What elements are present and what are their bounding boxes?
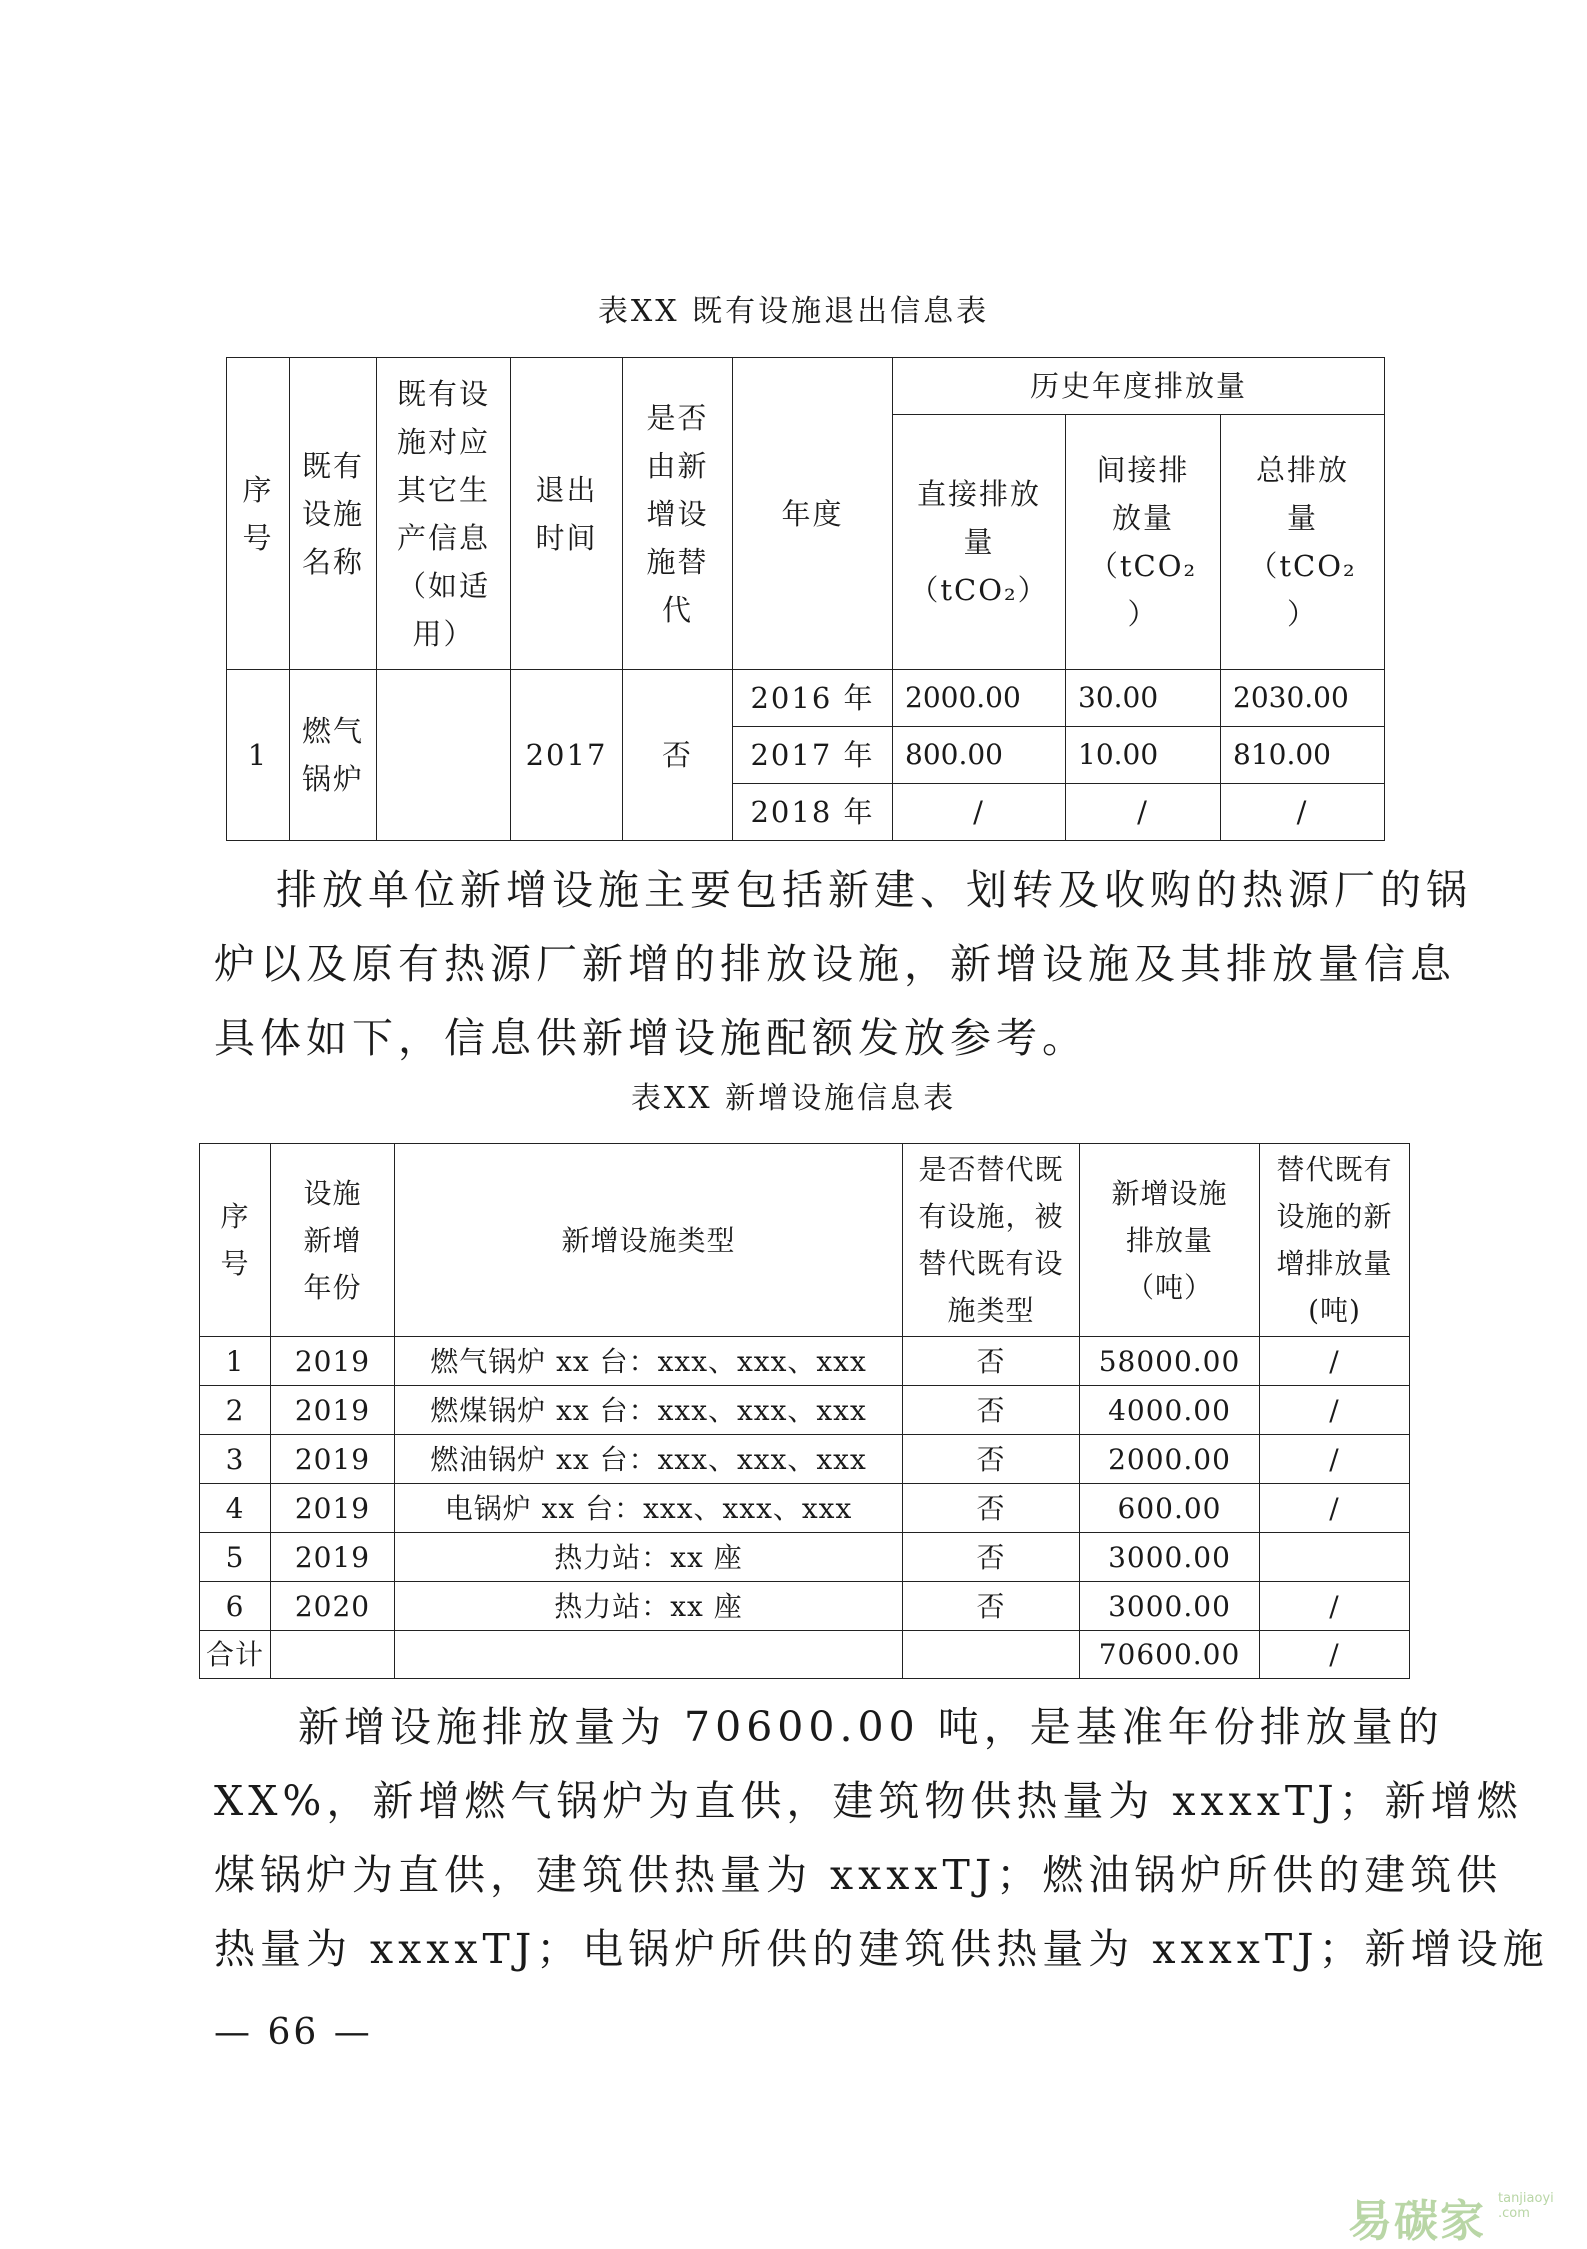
cell-emission: 3000.00: [1080, 1582, 1260, 1631]
cell-year: 2017 年: [733, 727, 893, 784]
cell-seq: 3: [200, 1435, 271, 1484]
cell-seq: 4: [200, 1484, 271, 1533]
cell-empty: [271, 1631, 395, 1679]
cell-direct: 2000.00: [893, 670, 1066, 727]
cell-type: 燃油锅炉 xx 台：xxx、xxx、xxx: [395, 1435, 903, 1484]
cell-direct: /: [893, 784, 1066, 841]
cell-type: 热力站：xx 座: [395, 1533, 903, 1582]
cell-seq: 1: [227, 670, 290, 841]
header-year: 年度: [733, 358, 893, 670]
existing-facility-exit-table: [226, 357, 1385, 841]
cell-replace: 否: [903, 1337, 1080, 1386]
cell-empty: [903, 1631, 1080, 1679]
body-paragraph-2: [214, 1690, 1549, 1986]
header-new-emission: 新增设施 排放量 （吨）: [1080, 1144, 1260, 1337]
cell-emission: 3000.00: [1080, 1533, 1260, 1582]
header-seq: 序 号: [227, 358, 290, 670]
cell-exit-time: 2017: [511, 670, 623, 841]
table-row: [200, 1435, 1410, 1484]
cell-total: 2030.00: [1221, 670, 1385, 727]
table-row: [200, 1582, 1410, 1631]
cell-replace-emission: /: [1260, 1386, 1410, 1435]
cell-year: 2020: [271, 1582, 395, 1631]
cell-replace-emission: /: [1260, 1484, 1410, 1533]
cell-replace: 否: [903, 1484, 1080, 1533]
header-exit-time: 退出 时间: [511, 358, 623, 670]
cell-replace-emission: /: [1260, 1435, 1410, 1484]
paragraph-line: 煤锅炉为直供，建筑供热量为 xxxxTJ；燃油锅炉所供的建筑供: [214, 1851, 1503, 1899]
cell-year: 2019: [271, 1484, 395, 1533]
watermark-logo: [1348, 2185, 1554, 2249]
watermark-text: 易碳家: [1348, 2196, 1486, 2247]
cell-replaced: 否: [623, 670, 733, 841]
table1-caption: 表XX 既有设施退出信息表: [597, 294, 990, 329]
cell-emission: 600.00: [1080, 1484, 1260, 1533]
header-other-info: 既有设 施对应 其它生 产信息 （如适 用）: [377, 358, 511, 670]
cell-other-info: [377, 670, 511, 841]
total-row: [200, 1631, 1410, 1679]
cell-direct: 800.00: [893, 727, 1066, 784]
header-replace-existing: 是否替代既 有设施，被 替代既有设 施类型: [903, 1144, 1080, 1337]
header-direct-emission: 直接排放 量 （tCO₂）: [893, 415, 1066, 670]
header-total-emission: 总排放 量 （tCO₂ ）: [1221, 415, 1385, 670]
table-row: [200, 1337, 1410, 1386]
paragraph-line: 新增设施排放量为 70600.00 吨，是基准年份排放量的: [298, 1703, 1444, 1751]
cell-year: 2018 年: [733, 784, 893, 841]
cell-type: 燃气锅炉 xx 台：xxx、xxx、xxx: [395, 1337, 903, 1386]
cell-seq: 2: [200, 1386, 271, 1435]
cell-replace: 否: [903, 1435, 1080, 1484]
page-number: — 66 —: [214, 2012, 373, 2053]
cell-total-label: 合计: [200, 1631, 271, 1679]
cell-empty: [395, 1631, 903, 1679]
cell-seq: 6: [200, 1582, 271, 1631]
table-row: [200, 1386, 1410, 1435]
table-row: [227, 670, 1385, 727]
paragraph-line: 热量为 xxxxTJ；电锅炉所供的建筑供热量为 xxxxTJ；新增设施: [214, 1925, 1549, 1973]
table2-caption: 表XX 新增设施信息表: [630, 1081, 957, 1116]
header-new-year: 设施 新增 年份: [271, 1144, 395, 1337]
paragraph-line: XX%，新增燃气锅炉为直供，建筑物供热量为 xxxxTJ；新增燃: [214, 1777, 1523, 1825]
paragraph-line: 排放单位新增设施主要包括新建、划转及收购的热源厂的锅: [276, 866, 1472, 914]
cell-emission: 2000.00: [1080, 1435, 1260, 1484]
table-row: [200, 1484, 1410, 1533]
cell-total-replace-emission: /: [1260, 1631, 1410, 1679]
cell-emission: 58000.00: [1080, 1337, 1260, 1386]
cell-indirect: 30.00: [1066, 670, 1221, 727]
paragraph-line: 炉以及原有热源厂新增的排放设施，新增设施及其排放量信息: [214, 940, 1456, 988]
header-facility-name: 既有 设施 名称: [290, 358, 377, 670]
header-indirect-emission: 间接排 放量 （tCO₂ ）: [1066, 415, 1221, 670]
cell-type: 电锅炉 xx 台：xxx、xxx、xxx: [395, 1484, 903, 1533]
cell-replace: 否: [903, 1386, 1080, 1435]
cell-total: /: [1221, 784, 1385, 841]
cell-replace-emission: [1260, 1533, 1410, 1582]
cell-emission: 4000.00: [1080, 1386, 1260, 1435]
cell-seq: 5: [200, 1533, 271, 1582]
body-paragraph-1: [214, 853, 1472, 1075]
table-row: [200, 1533, 1410, 1582]
header-replaced: 是否 由新 增设 施替 代: [623, 358, 733, 670]
cell-year: 2019: [271, 1533, 395, 1582]
header-history-emission: 历史年度排放量: [893, 358, 1385, 415]
cell-total: 810.00: [1221, 727, 1385, 784]
cell-indirect: /: [1066, 784, 1221, 841]
header-replace-emission: 替代既有 设施的新 增排放量 (吨): [1260, 1144, 1410, 1337]
paragraph-line: 具体如下，信息供新增设施配额发放参考。: [214, 1014, 1088, 1062]
cell-total-emission: 70600.00: [1080, 1631, 1260, 1679]
watermark-domain: tanjiaoyi .com: [1498, 2191, 1554, 2221]
header-seq: 序 号: [200, 1144, 271, 1337]
cell-replace-emission: /: [1260, 1337, 1410, 1386]
cell-replace-emission: /: [1260, 1582, 1410, 1631]
cell-indirect: 10.00: [1066, 727, 1221, 784]
cell-year: 2019: [271, 1386, 395, 1435]
cell-year: 2019: [271, 1337, 395, 1386]
cell-type: 热力站：xx 座: [395, 1582, 903, 1631]
cell-year: 2019: [271, 1435, 395, 1484]
cell-facility-name: 燃气 锅炉: [290, 670, 377, 841]
header-facility-type: 新增设施类型: [395, 1144, 903, 1337]
cell-seq: 1: [200, 1337, 271, 1386]
cell-replace: 否: [903, 1582, 1080, 1631]
new-facility-table: [199, 1143, 1410, 1679]
cell-year: 2016 年: [733, 670, 893, 727]
cell-replace: 否: [903, 1533, 1080, 1582]
cell-type: 燃煤锅炉 xx 台：xxx、xxx、xxx: [395, 1386, 903, 1435]
